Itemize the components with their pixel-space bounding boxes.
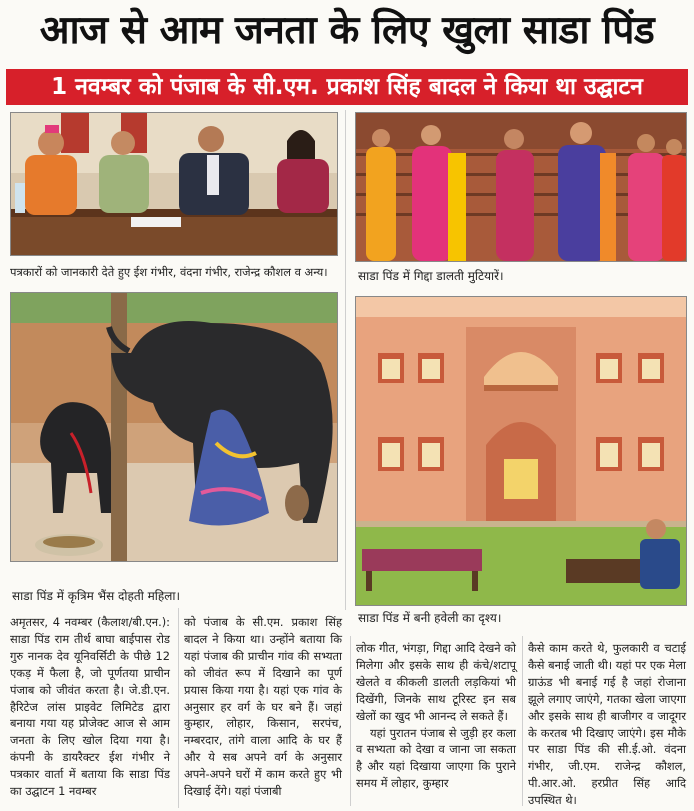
article-column-4: [528, 640, 686, 809]
press-conference-caption: पत्रकारों को जानकारी देते हुए ईश गंभीर, वंदना गंभीर, राजेन्द्र कौशल व अन्य।: [10, 265, 328, 279]
article-paragraph: अमृतसर, 4 नवम्बर (कैलाश/बी.एन.): साडा पिंड राम तीर्थ बाघा बाईपास रोड गुरु नानक देव यूनिवर्सिटी के पीछे 12 एकड़ में फैला है, जो पूर्णतया प्राचीन पंजाब को जीवंत करता है। जे.डी.एन. हैरिटेज लांस प्राइवेट लिमिटेड द्वारा बनाया गया यह प्रोजेक्ट आज से आम जनता के लिए खोल दिया गया है। कंपनी के डायरैक्टर ईश गंभीर ने पत्रकार वार्ता में बताया कि साडा पिंड का उद्घाटन 1 नवम्बर: [10, 615, 170, 799]
press-conference-photo: [10, 112, 338, 256]
divider: [345, 110, 346, 610]
giddha-dance-caption: साडा पिंड में गिद्दा डालती मुटियारें।: [358, 269, 504, 283]
buffalo-milking-photo: [10, 292, 338, 562]
buffalo-milking-caption: साडा पिंड में कृत्रिम भैंस दोहती महिला।: [12, 589, 181, 603]
article-paragraph: यहां पुरातन पंजाब से जुड़ी हर कला व सभ्यता को देखा व जाना जा सकता है और यहां दिखाया जाएगा कि पुराने समय में लोहार, कुम्हार: [356, 725, 516, 791]
divider: [522, 636, 523, 806]
article-column-3: [356, 640, 516, 792]
headline: आज से आम जनता के लिए खुला साडा पिंड: [39, 8, 655, 53]
haveli-photo: [355, 296, 687, 606]
haveli-caption: साडा पिंड में बनी हवेली का दृश्य।: [358, 611, 502, 625]
article-column-2: [184, 614, 342, 800]
article-paragraph: को पंजाब के सी.एम. प्रकाश सिंह बादल ने किया था। उन्होंने बताया कि यहां पंजाब की प्राचीन गांव की सभ्यता को जीवंत रूप में दिखाने का पूर्ण प्रयास किया गया है। यहां एक गांव के अनुसार हर वर्ग के घर बने हैं। जहां कुम्हार, लोहार, किसान, सरपंच, नम्बरदार, तांगे वाला आदि के घर हैं और ये सब अपने वर्ग के अनुसार अपने-अपने घरों में काम करते हुए भी दिखाई देंगे। यहां पंजाबी: [184, 615, 342, 799]
divider: [178, 608, 179, 808]
giddha-dance-photo: [355, 112, 687, 262]
article-paragraph: कैसे काम करते थे, फुलकारी व चटाई कैसे बनाई जाती थी। यहां पर एक मेला ग्राऊंड भी बनाई गई है जहां रोजाना झूले लगाए जाएंगे, गतका खेला जाएगा और इसके साथ ही बाजीगर व जादूगर के करतब भी दिखाए जाएंगे। इस मौके पर साडा पिंड की सी.ई.ओ. वंदना गंभीर, जी.एम. राजेन्द्र कौशल, पी.आर.ओ. हरप्रीत सिंह आदि उपस्थित थे।: [528, 641, 686, 808]
article-paragraph: लोक गीत, भंगड़ा, गिद्दा आदि देखने को मिलेगा और इसके साथ ही कंचे/शटापू खेलते व कीकली डालती लड़कियां भी दिखेंगी, जिनके साथ टूरिस्ट इन सब खेलों का खुद भी आनन्द ले सकते हैं।: [356, 641, 516, 723]
divider: [350, 636, 351, 806]
subheadline-banner: 1 नवम्बर को पंजाब के सी.एम. प्रकाश सिंह बादल ने किया था उद्घाटन: [6, 69, 688, 105]
article-column-1: [10, 614, 170, 800]
